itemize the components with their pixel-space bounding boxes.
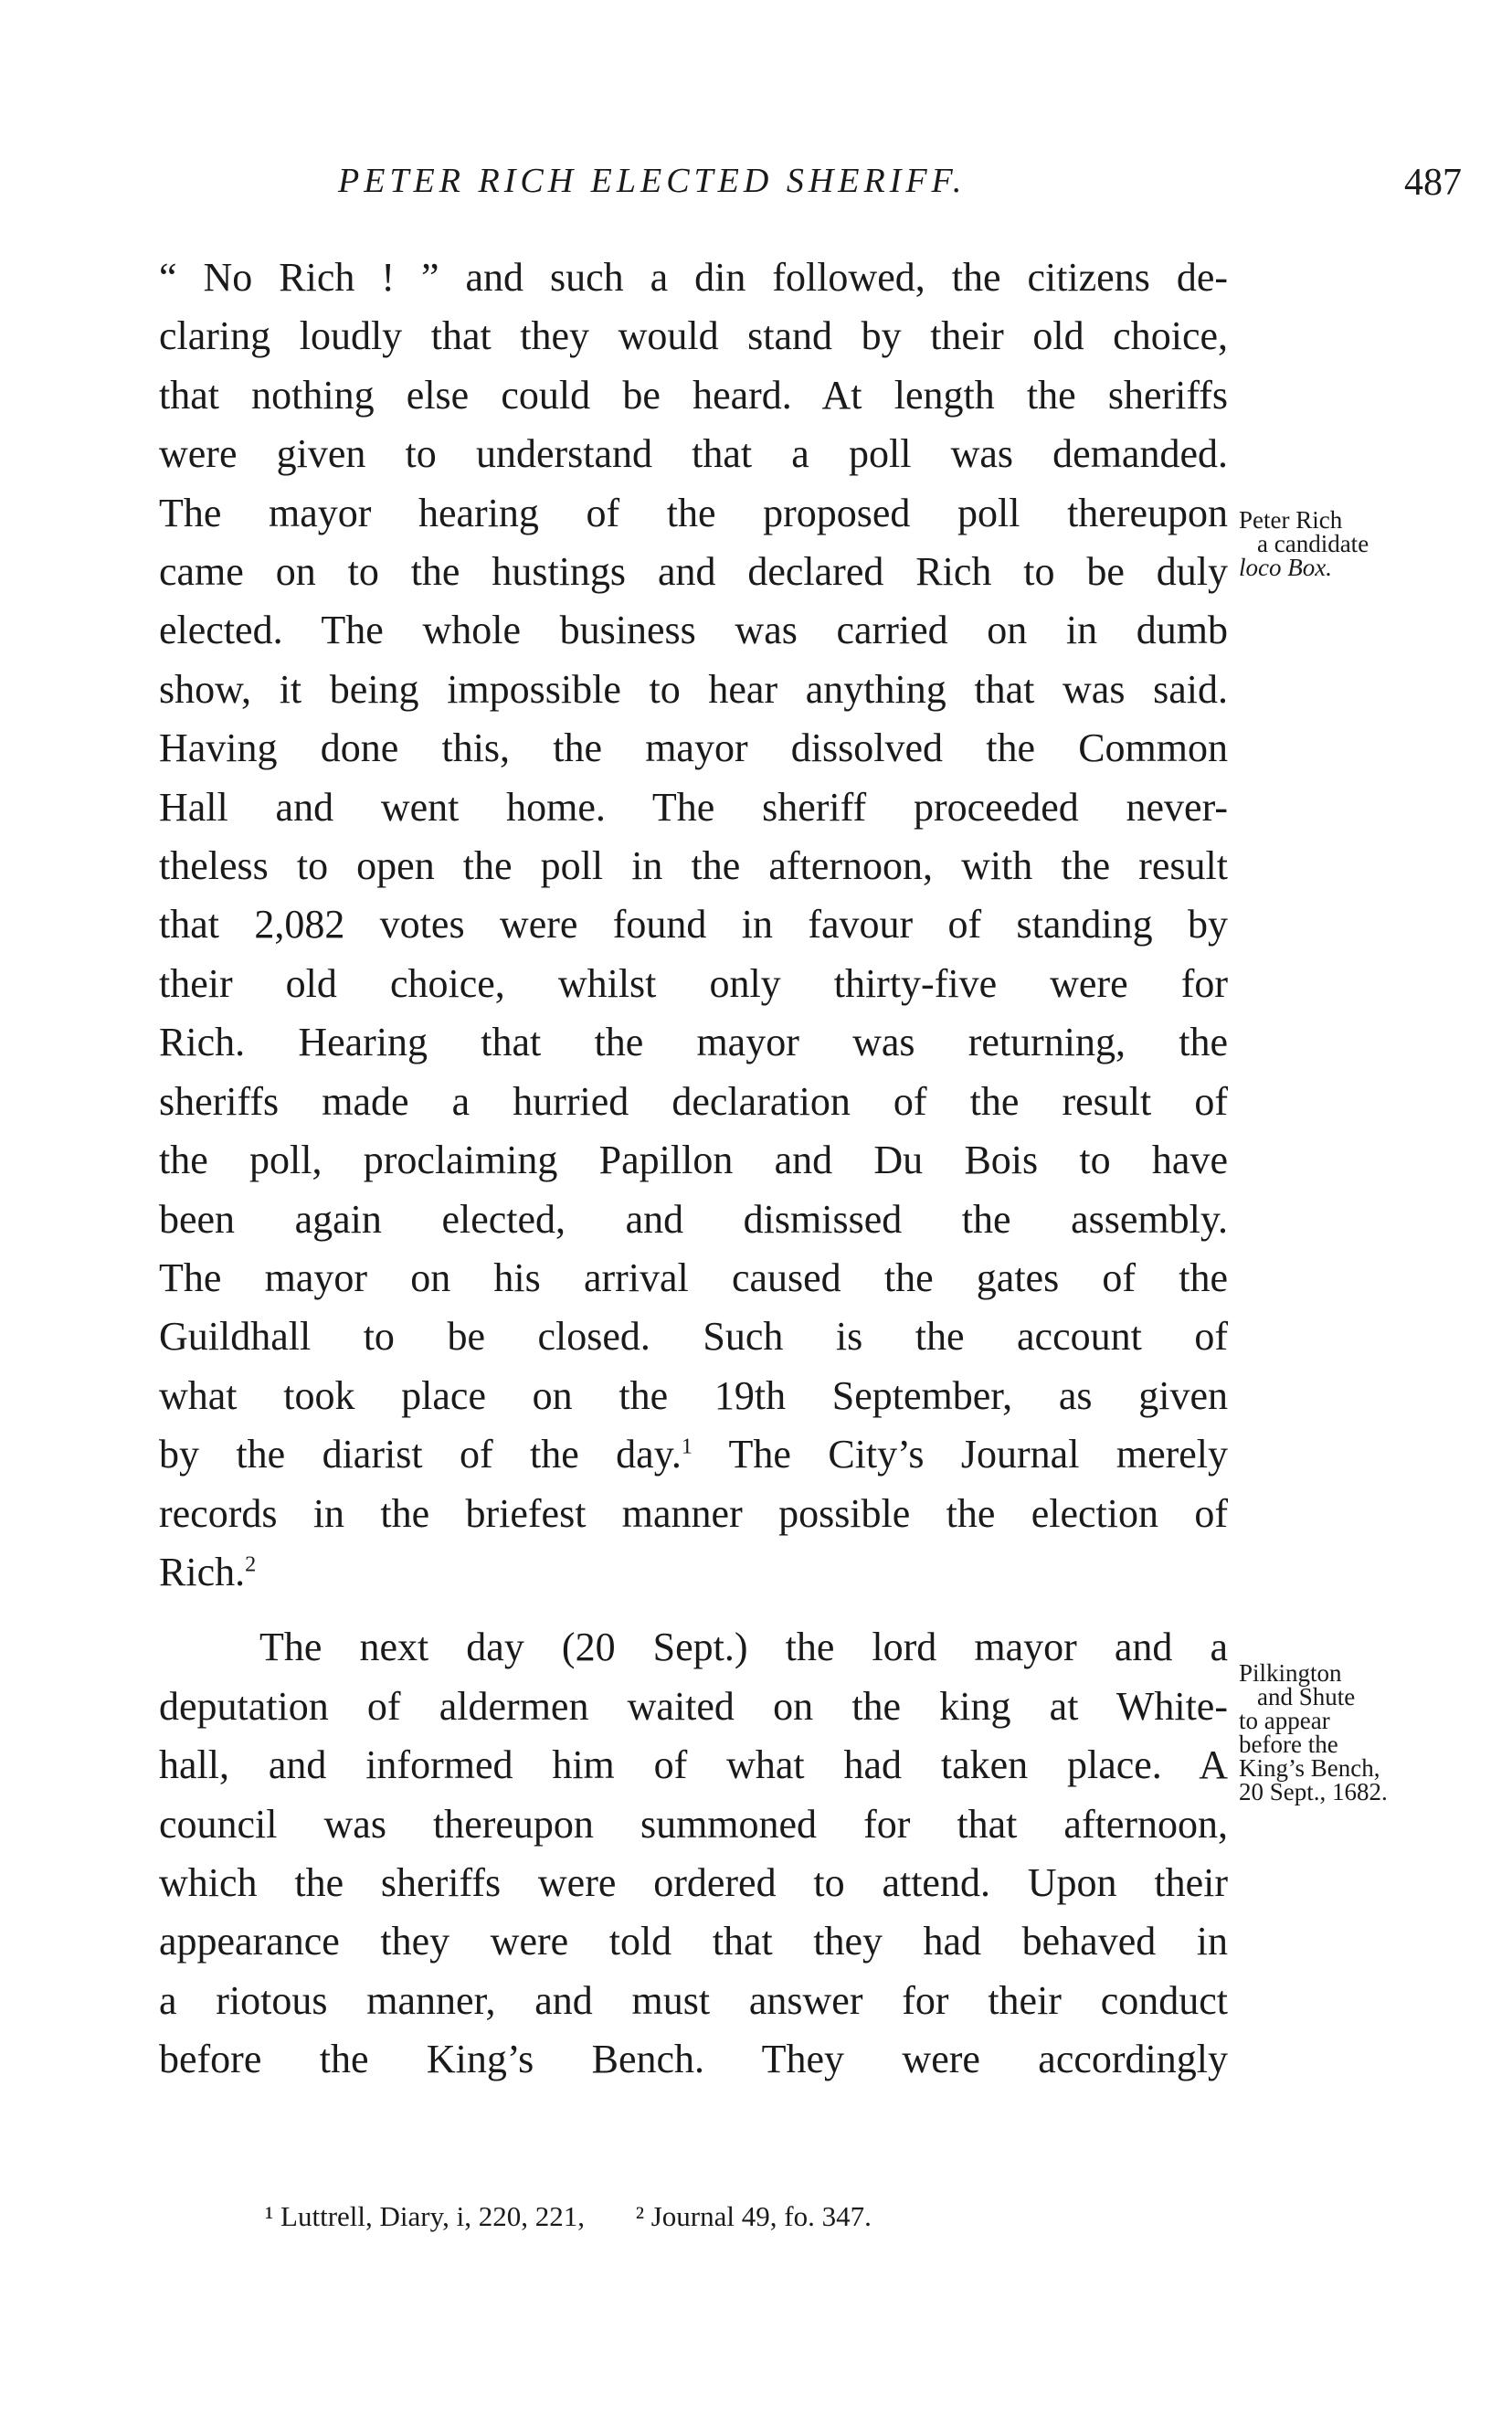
text-line: that 2,082 votes were found in favour of standing by bbox=[159, 902, 1228, 948]
paragraph-2 bbox=[159, 1618, 1228, 2089]
text-line: which the sheriffs were ordered to attend. Upon their bbox=[159, 1859, 1228, 1905]
margin-note-line: a candidate bbox=[1257, 530, 1369, 557]
text-line: the poll, proclaiming Papillon and Du Bois to have bbox=[159, 1138, 1228, 1183]
text-line: claring loudly that they would stand by their old choice, bbox=[159, 313, 1228, 359]
text-line: that nothing else could be heard. At length the sheriffs bbox=[159, 372, 1228, 418]
text-line: Hall and went home. The sheriff proceeded never- bbox=[159, 784, 1228, 830]
text-line: Having done this, the mayor dissolved the Common bbox=[159, 725, 1228, 771]
text-line: what took place on the 19th September, as given bbox=[159, 1372, 1228, 1418]
text-line: deputation of aldermen waited on the king at White- bbox=[159, 1683, 1228, 1729]
text-fragment: The City’s Journal merely bbox=[692, 1432, 1229, 1477]
text-line: were given to understand that a poll was demanded. bbox=[159, 431, 1228, 477]
text-fragment: by the diarist of the day. bbox=[159, 1432, 682, 1477]
text-line: before the King’s Bench. They were accordingly bbox=[159, 2037, 1228, 2082]
text-line: The mayor on his arrival caused the gates of the bbox=[159, 1255, 1228, 1300]
text-line: The next day (20 Sept.) the lord mayor and a bbox=[259, 1625, 1228, 1670]
text-line bbox=[159, 1543, 1228, 1602]
text-line: records in the briefest manner possible the election of bbox=[159, 1490, 1228, 1536]
margin-note-line: to appear bbox=[1239, 1707, 1330, 1734]
margin-note-pilkington bbox=[1239, 1661, 1476, 1804]
margin-note-line: before the bbox=[1239, 1731, 1338, 1758]
text-line: council was thereupon summoned for that afternoon, bbox=[159, 1801, 1228, 1847]
text-line: Rich. Hearing that the mayor was returning, the bbox=[159, 1020, 1228, 1065]
margin-note-line: King’s Bench, bbox=[1239, 1754, 1380, 1782]
text-line: a riotous manner, and must answer for their conduct bbox=[159, 1977, 1228, 2023]
running-title: PETER RICH ELECTED SHERIFF. bbox=[338, 162, 967, 200]
text-line: elected. The whole business was carried on in dumb bbox=[159, 608, 1228, 653]
text-line: Guildhall to be closed. Such is the account of bbox=[159, 1314, 1228, 1360]
text-line: appearance they were told that they had behaved in bbox=[159, 1919, 1228, 1964]
body-text bbox=[159, 249, 1228, 2090]
paragraph-1 bbox=[159, 249, 1228, 1602]
text-line: sheriffs made a hurried declaration of the result of bbox=[159, 1078, 1228, 1124]
running-head bbox=[155, 161, 1462, 216]
text-line: The mayor hearing of the proposed poll thereupon bbox=[159, 490, 1228, 535]
footnote-2: ² Journal 49, fo. 347. bbox=[635, 2200, 872, 2232]
margin-note-peter-rich bbox=[1239, 508, 1476, 579]
page-number: 487 bbox=[1404, 162, 1462, 204]
text-fragment: Rich. bbox=[159, 1549, 246, 1594]
margin-note-text: loco Box. bbox=[1239, 554, 1332, 581]
footnote-1: ¹ Luttrell, Diary, i, 220, 221, bbox=[265, 2200, 585, 2232]
footnote-ref-1: 1 bbox=[681, 1434, 693, 1459]
text-line: their old choice, whilst only thirty-five were for bbox=[159, 960, 1228, 1006]
footnote-ref-2: 2 bbox=[245, 1551, 257, 1577]
text-line: came on to the hustings and declared Rich to be duly bbox=[159, 549, 1228, 595]
text-line: been again elected, and dismissed the assembly. bbox=[159, 1196, 1228, 1242]
margin-note-line: Peter Rich bbox=[1239, 506, 1343, 534]
text-line: “ No Rich ! ” and such a din followed, the citizens de- bbox=[159, 255, 1228, 300]
margin-note-line: Pilkington bbox=[1239, 1659, 1342, 1687]
text-line: show, it being impossible to hear anything that was said. bbox=[159, 666, 1228, 712]
margin-note-line: 20 Sept., 1682. bbox=[1239, 1778, 1388, 1805]
margin-note-line: and Shute bbox=[1257, 1683, 1356, 1710]
footnotes bbox=[265, 2200, 872, 2233]
text-line: theless to open the poll in the afternoon, with the result bbox=[159, 843, 1228, 889]
margin-note-line bbox=[1239, 556, 1476, 579]
text-line bbox=[159, 1425, 1228, 1484]
text-line: hall, and informed him of what had taken place. A bbox=[159, 1742, 1228, 1788]
